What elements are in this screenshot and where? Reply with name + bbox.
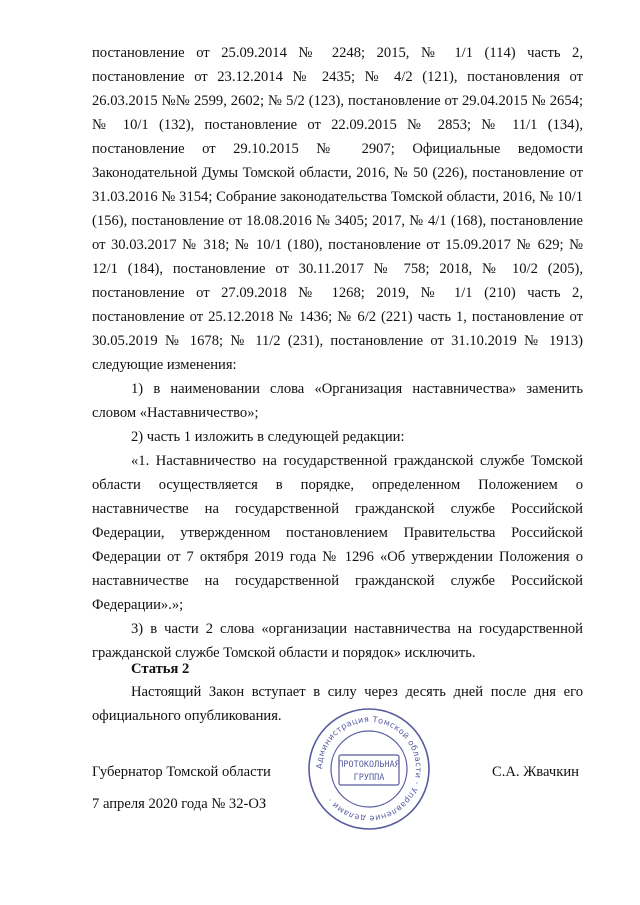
- amendment-text: [92, 41, 583, 665]
- paragraph-references: постановление от 25.09.2014 № 2248; 2015, № 1/1 (114) часть 2, постановление от 23.12.2014 № 2435; № 4/2 (121), постановления от 26.03.2015 №№ 2599, 2602; № 5/2 (123), постановление от 29.04.2015 № 2654; № 10/1 (132), постановление от 22.09.2015 № 2853; № 11/1 (134), постановление от 29.10.2015 № 2907; Официальные ведомости Законодательной Думы Томской области, 2016, № 50 (226), постановление от 31.03.2016 № 3154; Собрание законодательства Томской области, 2016, № 10/1 (156), постановление от 18.08.2016 № 3405; 2017, № 4/1 (168), постановление от 30.03.2017 № 318; № 10/1 (180), постановление от 15.09.2017 № 629; № 12/1 (184), постановление от 30.11.2017 № 758; 2018, № 10/2 (205), постановление от 27.09.2018 № 1268; 2019, № 1/1 (210) часть 2, постановление от 25.12.2018 № 1436; № 6/2 (221) часть 1, постановление от 30.05.2019 № 1678; № 11/2 (231), постановление от 31.10.2019 № 1913) следующие изменения:: [92, 45, 583, 373]
- signatory-position: Губернатор Томской области: [92, 764, 271, 780]
- paragraph-item-3: 3) в части 2 слова «организации наставничества на государственной гражданской службе Томской области и порядок» исключить.: [92, 621, 583, 661]
- law-date-number: 7 апреля 2020 года № 32-ОЗ: [92, 796, 267, 812]
- signatory-name: С.А. Жвачкин: [492, 764, 579, 780]
- official-stamp-seal: [305, 705, 433, 833]
- article-text: Настоящий Закон вступает в силу через десять дней после дня его официального опубликования.: [92, 684, 583, 724]
- paragraph-item-2: 2) часть 1 изложить в следующей редакции:: [131, 429, 405, 445]
- stamp-center-line-2: ГРУППА: [353, 773, 385, 783]
- paragraph-quoted-part-1: «1. Наставничество на государственной гражданской службе Томской области осуществляется в порядке, определенном Положением о наставничестве на государственной гражданской службе Российской Федерации, утвержденном постановлением Правительства Российской Федерации от 7 октября 2019 года № 1296 «Об утверждении Положения о наставничестве на государственной гражданской службе Российской Федерации».»;: [92, 453, 583, 613]
- article-heading: Статья 2: [131, 661, 190, 677]
- paragraph-item-1: 1) в наименовании слова «Организация наставничества» заменить словом «Наставничество»;: [92, 381, 583, 421]
- stamp-center-line-1: ПРОТОКОЛЬНАЯ: [338, 760, 400, 770]
- stamp-ring-text: Администрация Томской области · Управление делами ·: [313, 713, 425, 825]
